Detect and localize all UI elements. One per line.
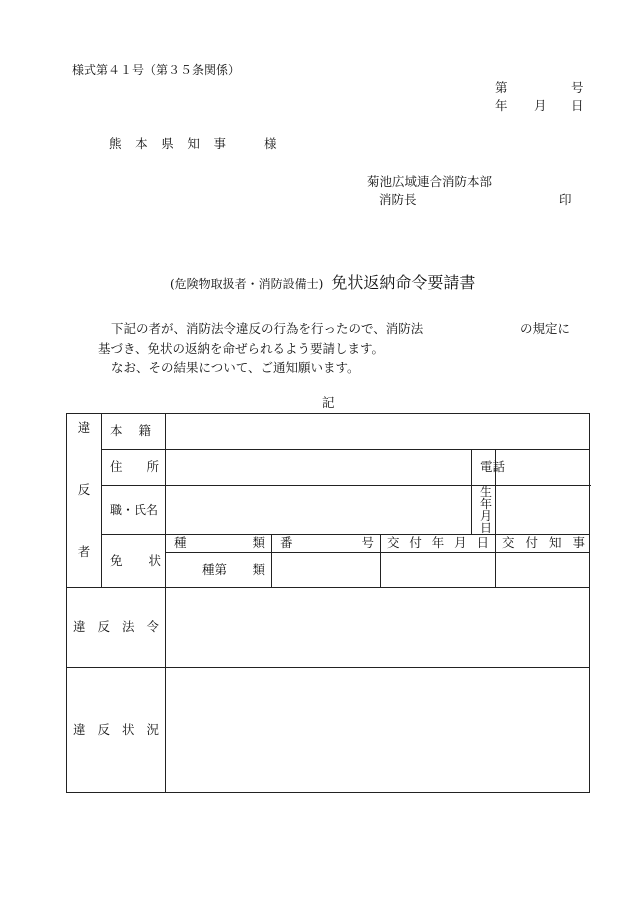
seal-mark: 印 bbox=[559, 192, 572, 207]
body-line-1b: の規定に bbox=[520, 321, 571, 336]
denwa-label bbox=[472, 450, 506, 486]
menjo-char: 状 bbox=[148, 552, 161, 568]
ihan-horei-char: 違 bbox=[73, 619, 86, 635]
kofu-chiji-char: 事 bbox=[572, 535, 586, 551]
form-number: 様式第４１号（第３５条関係） bbox=[72, 63, 241, 77]
ihan-horei-value bbox=[166, 588, 590, 668]
kofu-chiji-char: 付 bbox=[525, 535, 539, 551]
ihan-horei-char: 令 bbox=[146, 619, 159, 635]
ihan-jokyo-char: 反 bbox=[97, 721, 110, 737]
body-line-2: 基づき、免状の返納を命ぜられるよう要請します。 bbox=[98, 341, 385, 356]
header-shurui bbox=[166, 535, 272, 553]
denwa-char: 話 bbox=[492, 459, 506, 475]
kofu-date-char: 付 bbox=[409, 535, 422, 551]
shurui-value-part: 種第 bbox=[202, 561, 228, 577]
header-bango bbox=[272, 535, 381, 553]
kofu-chiji-value bbox=[496, 553, 590, 588]
document-title bbox=[170, 275, 475, 291]
date-day: 日 bbox=[571, 98, 584, 113]
addressee bbox=[109, 138, 226, 151]
body-line-1a: 下記の者が、消防法令違反の行為を行ったので、消防法 bbox=[111, 321, 424, 336]
ihan-jokyo-char: 状 bbox=[121, 721, 135, 737]
menjo-label bbox=[102, 535, 166, 588]
jusho-char: 住 bbox=[110, 459, 123, 475]
violator-char: 違 bbox=[77, 420, 91, 435]
title-prefix: (危険物取扱者・消防設備士) bbox=[170, 277, 324, 291]
sender-title: 消防長 bbox=[379, 192, 417, 207]
addressee-char: 本 bbox=[135, 136, 148, 151]
kofu-date-value bbox=[381, 553, 496, 588]
menjo-char: 免 bbox=[110, 552, 123, 568]
bango-value bbox=[272, 553, 381, 588]
addressee-char: 県 bbox=[161, 136, 174, 151]
violation-table bbox=[66, 413, 590, 793]
violator-cell bbox=[67, 414, 102, 588]
ki-heading: 記 bbox=[322, 395, 335, 410]
jusho-value bbox=[166, 450, 472, 486]
shurui-value bbox=[166, 553, 272, 588]
ihan-horei-char: 反 bbox=[97, 619, 110, 635]
kofu-date-char: 年 bbox=[431, 535, 445, 551]
denwa-char: 電 bbox=[480, 459, 493, 475]
shurui-value-part: 類 bbox=[252, 561, 265, 577]
body-line-3: なお、その結果について、ご通知願います。 bbox=[111, 360, 360, 375]
addressee-char: 事 bbox=[213, 136, 226, 151]
date-year: 年 bbox=[495, 98, 508, 113]
shimei-label: 職・氏名 bbox=[102, 486, 166, 535]
title-main: 免状返納命令要請書 bbox=[331, 273, 476, 292]
kofu-date-char: 交 bbox=[387, 535, 400, 551]
violator-char: 反 bbox=[77, 481, 91, 497]
ihan-jokyo-char: 違 bbox=[73, 721, 86, 737]
shimei-value bbox=[166, 486, 472, 535]
ihan-jokyo-label bbox=[67, 668, 166, 793]
honseki-char: 籍 bbox=[138, 423, 151, 439]
sender-org: 菊池広域連合消防本部 bbox=[367, 174, 493, 189]
addressee-char: 熊 bbox=[109, 136, 122, 151]
kofu-date-char: 日 bbox=[476, 535, 489, 551]
honseki-value bbox=[166, 414, 590, 450]
addressee-char: 知 bbox=[187, 136, 200, 151]
shurui-char: 類 bbox=[252, 535, 265, 551]
jusho-label bbox=[102, 450, 166, 486]
addressee-honorific: 様 bbox=[264, 136, 277, 151]
date-month: 月 bbox=[534, 98, 547, 113]
kofu-date-char: 月 bbox=[454, 535, 467, 551]
denwa-value bbox=[496, 450, 590, 486]
kofu-chiji-char: 知 bbox=[549, 535, 562, 551]
shurui-char: 種 bbox=[174, 535, 187, 551]
kofu-chiji-char: 交 bbox=[502, 535, 515, 551]
seinengappi-label: 生 年 月 日 bbox=[472, 486, 496, 535]
ihan-jokyo-char: 況 bbox=[146, 721, 159, 737]
honseki-char: 本 bbox=[110, 423, 123, 439]
bango-char: 号 bbox=[361, 535, 374, 551]
violator-char: 者 bbox=[77, 543, 91, 559]
violator-label bbox=[67, 414, 101, 564]
ihan-jokyo-value bbox=[166, 668, 590, 793]
doc-number-prefix: 第 bbox=[495, 80, 508, 95]
ihan-horei-label bbox=[67, 588, 166, 668]
bango-char: 番 bbox=[280, 535, 293, 551]
doc-number-suffix: 号 bbox=[571, 80, 584, 95]
ihan-horei-char: 法 bbox=[121, 619, 135, 635]
header-kofu-chiji bbox=[496, 535, 590, 553]
header-kofu-date bbox=[381, 535, 496, 553]
seinengappi-value bbox=[496, 486, 590, 535]
jusho-char: 所 bbox=[146, 459, 159, 475]
honseki-label bbox=[102, 414, 166, 450]
